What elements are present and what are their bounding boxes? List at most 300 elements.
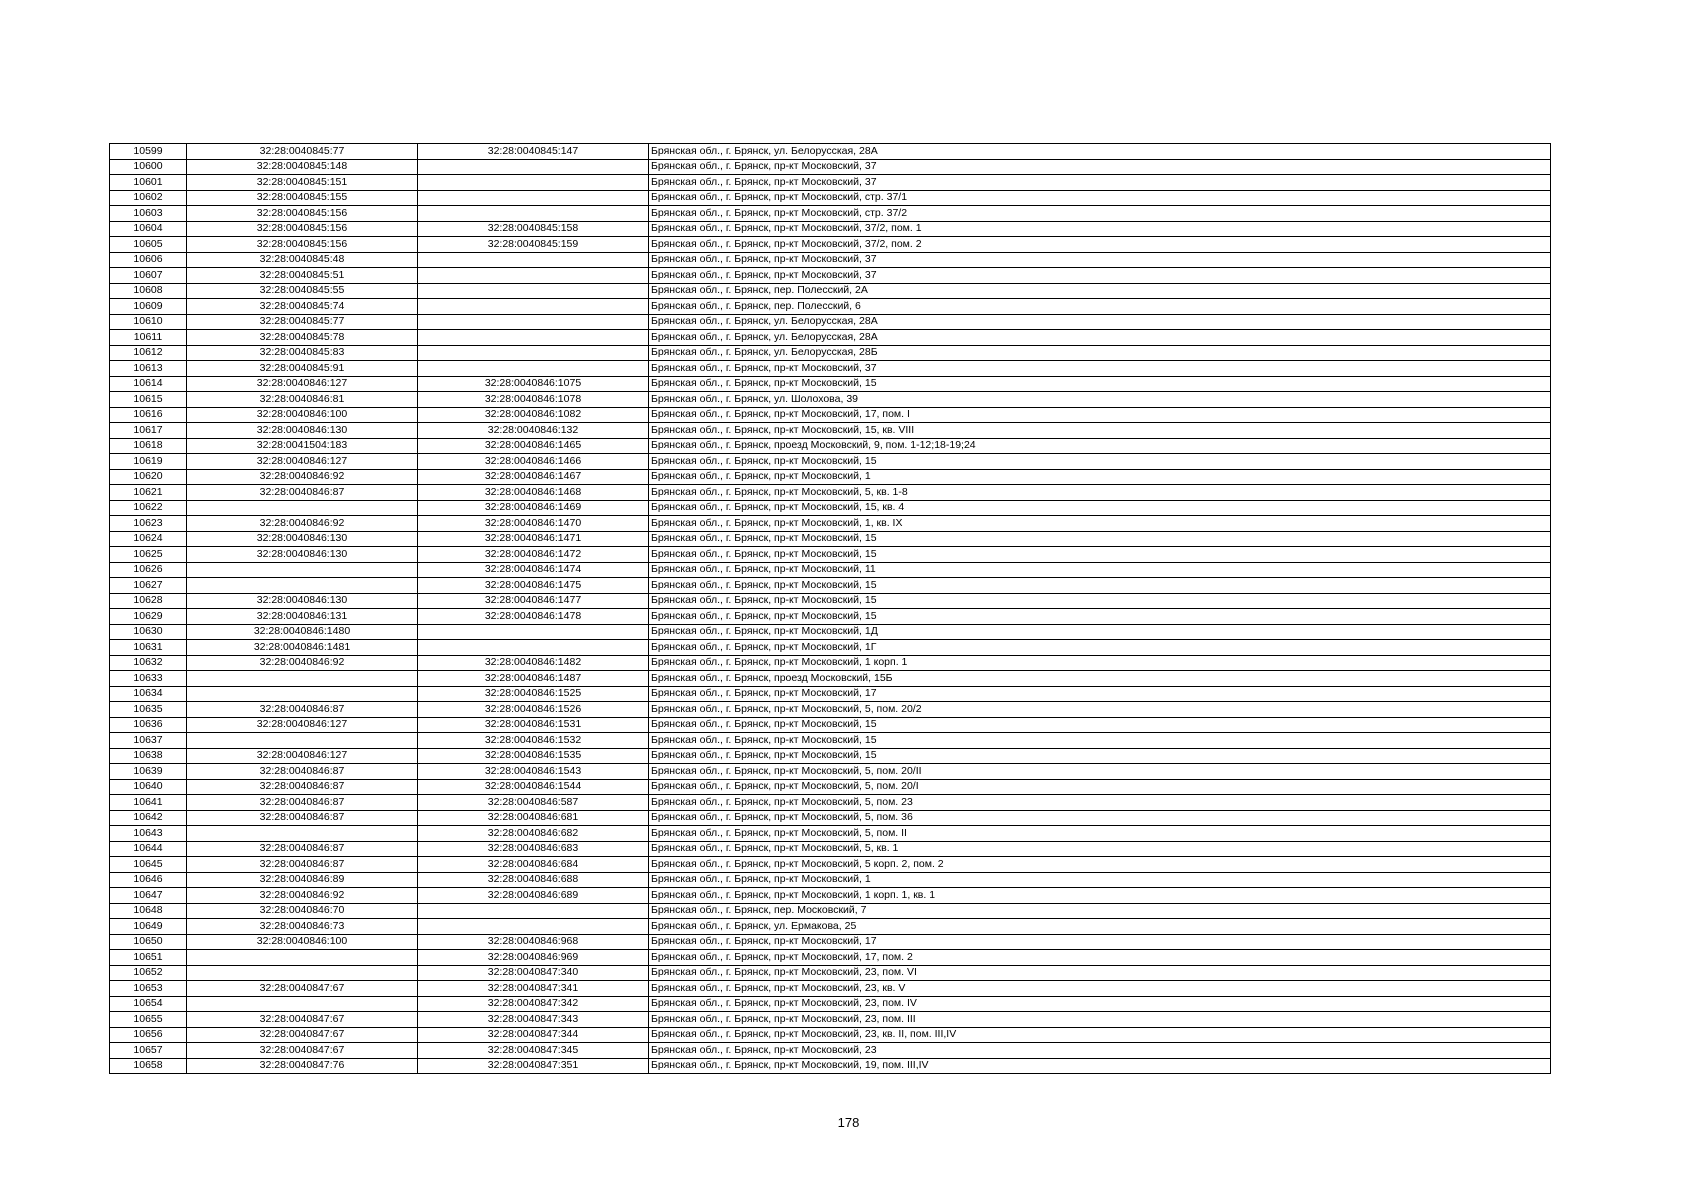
row-number-cell: 10657 xyxy=(110,1043,187,1059)
address-cell: Брянская обл., г. Брянск, ул. Белорусская, 28А xyxy=(649,314,1551,330)
row-number-cell: 10629 xyxy=(110,609,187,625)
parcel-cadastral-cell xyxy=(187,965,418,981)
parcel-cadastral-cell xyxy=(187,996,418,1012)
parcel-cadastral-cell: 32:28:0040846:87 xyxy=(187,764,418,780)
address-cell: Брянская обл., г. Брянск, пр-кт Московский, 1 xyxy=(649,872,1551,888)
object-cadastral-cell: 32:28:0040846:1470 xyxy=(418,516,649,532)
row-number-cell: 10638 xyxy=(110,748,187,764)
object-cadastral-cell xyxy=(418,919,649,935)
object-cadastral-cell: 32:28:0040846:688 xyxy=(418,872,649,888)
table-row xyxy=(110,717,1551,733)
address-cell: Брянская обл., г. Брянск, пр-кт Московский, 37 xyxy=(649,252,1551,268)
table-row xyxy=(110,345,1551,361)
address-cell: Брянская обл., г. Брянск, проезд Московский, 15Б xyxy=(649,671,1551,687)
parcel-cadastral-cell xyxy=(187,500,418,516)
row-number-cell: 10623 xyxy=(110,516,187,532)
row-number-cell: 10607 xyxy=(110,268,187,284)
address-cell: Брянская обл., г. Брянск, пр-кт Московский, 15, кв. VIII xyxy=(649,423,1551,439)
address-cell: Брянская обл., г. Брянск, пр-кт Московский, 1 корп. 1 xyxy=(649,655,1551,671)
row-number-cell: 10609 xyxy=(110,299,187,315)
address-cell: Брянская обл., г. Брянск, пр-кт Московский, 5, пом. 20/II xyxy=(649,764,1551,780)
object-cadastral-cell: 32:28:0040846:1471 xyxy=(418,531,649,547)
object-cadastral-cell: 32:28:0040846:587 xyxy=(418,795,649,811)
row-number-cell: 10637 xyxy=(110,733,187,749)
address-cell: Брянская обл., г. Брянск, пр-кт Московский, 5, пом. 36 xyxy=(649,810,1551,826)
address-cell: Брянская обл., г. Брянск, пр-кт Московский, 15 xyxy=(649,578,1551,594)
parcel-cadastral-cell: 32:28:0040846:127 xyxy=(187,454,418,470)
object-cadastral-cell: 32:28:0040846:1543 xyxy=(418,764,649,780)
object-cadastral-cell xyxy=(418,345,649,361)
table-row xyxy=(110,826,1551,842)
object-cadastral-cell xyxy=(418,190,649,206)
parcel-cadastral-cell: 32:28:0040846:92 xyxy=(187,469,418,485)
table-row xyxy=(110,1058,1551,1074)
parcel-cadastral-cell xyxy=(187,578,418,594)
address-cell: Брянская обл., г. Брянск, пр-кт Московский, 17, пом. 2 xyxy=(649,950,1551,966)
parcel-cadastral-cell: 32:28:0040846:127 xyxy=(187,717,418,733)
registry-sheet xyxy=(109,143,1550,1074)
object-cadastral-cell: 32:28:0040846:969 xyxy=(418,950,649,966)
parcel-cadastral-cell: 32:28:0040847:67 xyxy=(187,1043,418,1059)
table-row xyxy=(110,609,1551,625)
row-number-cell: 10626 xyxy=(110,562,187,578)
table-row xyxy=(110,516,1551,532)
address-cell: Брянская обл., г. Брянск, пр-кт Московский, 15 xyxy=(649,593,1551,609)
table-row xyxy=(110,981,1551,997)
table-row xyxy=(110,159,1551,175)
table-row xyxy=(110,268,1551,284)
parcel-cadastral-cell: 32:28:0040846:92 xyxy=(187,516,418,532)
address-cell: Брянская обл., г. Брянск, пр-кт Московский, 23, пом. III xyxy=(649,1012,1551,1028)
object-cadastral-cell xyxy=(418,283,649,299)
parcel-cadastral-cell: 32:28:0040846:87 xyxy=(187,779,418,795)
table-row xyxy=(110,965,1551,981)
object-cadastral-cell xyxy=(418,175,649,191)
table-row xyxy=(110,996,1551,1012)
row-number-cell: 10646 xyxy=(110,872,187,888)
row-number-cell: 10612 xyxy=(110,345,187,361)
table-row xyxy=(110,376,1551,392)
parcel-cadastral-cell: 32:28:0040845:156 xyxy=(187,206,418,222)
object-cadastral-cell: 32:28:0040846:1477 xyxy=(418,593,649,609)
object-cadastral-cell: 32:28:0040847:343 xyxy=(418,1012,649,1028)
object-cadastral-cell: 32:28:0040846:684 xyxy=(418,857,649,873)
object-cadastral-cell xyxy=(418,268,649,284)
parcel-cadastral-cell: 32:28:0040846:130 xyxy=(187,593,418,609)
object-cadastral-cell: 32:28:0040846:1482 xyxy=(418,655,649,671)
address-cell: Брянская обл., г. Брянск, пер. Московский, 7 xyxy=(649,903,1551,919)
parcel-cadastral-cell: 32:28:0040846:100 xyxy=(187,407,418,423)
row-number-cell: 10633 xyxy=(110,671,187,687)
address-cell: Брянская обл., г. Брянск, пр-кт Московский, 5, пом. 23 xyxy=(649,795,1551,811)
parcel-cadastral-cell: 32:28:0040846:100 xyxy=(187,934,418,950)
row-number-cell: 10656 xyxy=(110,1027,187,1043)
table-row xyxy=(110,733,1551,749)
parcel-cadastral-cell: 32:28:0040846:73 xyxy=(187,919,418,935)
row-number-cell: 10620 xyxy=(110,469,187,485)
row-number-cell: 10602 xyxy=(110,190,187,206)
row-number-cell: 10625 xyxy=(110,547,187,563)
parcel-cadastral-cell: 32:28:0040845:78 xyxy=(187,330,418,346)
row-number-cell: 10621 xyxy=(110,485,187,501)
parcel-cadastral-cell: 32:28:0040845:74 xyxy=(187,299,418,315)
row-number-cell: 10648 xyxy=(110,903,187,919)
address-cell: Брянская обл., г. Брянск, пр-кт Московский, 5, пом. 20/I xyxy=(649,779,1551,795)
address-cell: Брянская обл., г. Брянск, пр-кт Московский, 5, кв. 1-8 xyxy=(649,485,1551,501)
table-row xyxy=(110,392,1551,408)
address-cell: Брянская обл., г. Брянск, пр-кт Московский, 23, кв. V xyxy=(649,981,1551,997)
address-cell: Брянская обл., г. Брянск, пр-кт Московский, 1Д xyxy=(649,624,1551,640)
row-number-cell: 10603 xyxy=(110,206,187,222)
row-number-cell: 10611 xyxy=(110,330,187,346)
parcel-cadastral-cell: 32:28:0040847:67 xyxy=(187,981,418,997)
row-number-cell: 10658 xyxy=(110,1058,187,1074)
table-row xyxy=(110,144,1551,160)
object-cadastral-cell: 32:28:0040845:158 xyxy=(418,221,649,237)
object-cadastral-cell xyxy=(418,330,649,346)
table-row xyxy=(110,190,1551,206)
table-row xyxy=(110,702,1551,718)
row-number-cell: 10647 xyxy=(110,888,187,904)
object-cadastral-cell: 32:28:0040847:340 xyxy=(418,965,649,981)
row-number-cell: 10644 xyxy=(110,841,187,857)
table-row xyxy=(110,1012,1551,1028)
table-row xyxy=(110,237,1551,253)
row-number-cell: 10628 xyxy=(110,593,187,609)
object-cadastral-cell: 32:28:0040846:968 xyxy=(418,934,649,950)
parcel-cadastral-cell: 32:28:0040845:156 xyxy=(187,237,418,253)
row-number-cell: 10610 xyxy=(110,314,187,330)
row-number-cell: 10642 xyxy=(110,810,187,826)
object-cadastral-cell: 32:28:0040845:147 xyxy=(418,144,649,160)
parcel-cadastral-cell: 32:28:0040846:70 xyxy=(187,903,418,919)
table-row xyxy=(110,299,1551,315)
object-cadastral-cell: 32:28:0040846:1478 xyxy=(418,609,649,625)
address-cell: Брянская обл., г. Брянск, пр-кт Московский, 23, пом. VI xyxy=(649,965,1551,981)
row-number-cell: 10613 xyxy=(110,361,187,377)
address-cell: Брянская обл., г. Брянск, пр-кт Московский, 23 xyxy=(649,1043,1551,1059)
table-row xyxy=(110,810,1551,826)
parcel-cadastral-cell: 32:28:0040847:76 xyxy=(187,1058,418,1074)
row-number-cell: 10601 xyxy=(110,175,187,191)
address-cell: Брянская обл., г. Брянск, пр-кт Московский, 23, пом. IV xyxy=(649,996,1551,1012)
row-number-cell: 10655 xyxy=(110,1012,187,1028)
object-cadastral-cell: 32:28:0040846:1467 xyxy=(418,469,649,485)
table-row xyxy=(110,748,1551,764)
parcel-cadastral-cell xyxy=(187,671,418,687)
parcel-cadastral-cell: 32:28:0040846:87 xyxy=(187,702,418,718)
parcel-cadastral-cell: 32:28:0040845:156 xyxy=(187,221,418,237)
row-number-cell: 10636 xyxy=(110,717,187,733)
table-row xyxy=(110,655,1551,671)
row-number-cell: 10608 xyxy=(110,283,187,299)
object-cadastral-cell xyxy=(418,640,649,656)
parcel-cadastral-cell: 32:28:0040846:89 xyxy=(187,872,418,888)
parcel-cadastral-cell: 32:28:0040846:87 xyxy=(187,857,418,873)
parcel-cadastral-cell: 32:28:0040845:91 xyxy=(187,361,418,377)
parcel-cadastral-cell: 32:28:0041504:183 xyxy=(187,438,418,454)
object-cadastral-cell: 32:28:0040847:345 xyxy=(418,1043,649,1059)
address-cell: Брянская обл., г. Брянск, пр-кт Московский, 17 xyxy=(649,934,1551,950)
object-cadastral-cell: 32:28:0040847:342 xyxy=(418,996,649,1012)
table-row xyxy=(110,934,1551,950)
parcel-cadastral-cell: 32:28:0040845:151 xyxy=(187,175,418,191)
row-number-cell: 10649 xyxy=(110,919,187,935)
address-cell: Брянская обл., г. Брянск, пр-кт Московский, 17, пом. I xyxy=(649,407,1551,423)
row-number-cell: 10654 xyxy=(110,996,187,1012)
table-row xyxy=(110,175,1551,191)
parcel-cadastral-cell: 32:28:0040846:92 xyxy=(187,888,418,904)
table-row xyxy=(110,438,1551,454)
row-number-cell: 10650 xyxy=(110,934,187,950)
object-cadastral-cell: 32:28:0040846:1078 xyxy=(418,392,649,408)
table-row xyxy=(110,221,1551,237)
table-row xyxy=(110,795,1551,811)
object-cadastral-cell: 32:28:0040846:681 xyxy=(418,810,649,826)
parcel-cadastral-cell: 32:28:0040846:1481 xyxy=(187,640,418,656)
address-cell: Брянская обл., г. Брянск, пр-кт Московский, 5, кв. 1 xyxy=(649,841,1551,857)
row-number-cell: 10614 xyxy=(110,376,187,392)
page-number: 178 xyxy=(837,1115,860,1130)
object-cadastral-cell: 32:28:0040846:689 xyxy=(418,888,649,904)
object-cadastral-cell xyxy=(418,314,649,330)
table-row xyxy=(110,919,1551,935)
row-number-cell: 10600 xyxy=(110,159,187,175)
row-number-cell: 10634 xyxy=(110,686,187,702)
address-cell: Брянская обл., г. Брянск, пр-кт Московский, 19, пом. III,IV xyxy=(649,1058,1551,1074)
registry-table xyxy=(109,143,1551,1074)
address-cell: Брянская обл., г. Брянск, пр-кт Московский, 23, кв. II, пом. III,IV xyxy=(649,1027,1551,1043)
parcel-cadastral-cell: 32:28:0040846:130 xyxy=(187,531,418,547)
address-cell: Брянская обл., г. Брянск, пр-кт Московский, 1Г xyxy=(649,640,1551,656)
parcel-cadastral-cell: 32:28:0040846:131 xyxy=(187,609,418,625)
address-cell: Брянская обл., г. Брянск, пр-кт Московский, 15 xyxy=(649,547,1551,563)
parcel-cadastral-cell: 32:28:0040846:87 xyxy=(187,841,418,857)
table-row xyxy=(110,314,1551,330)
table-row xyxy=(110,624,1551,640)
address-cell: Брянская обл., г. Брянск, пр-кт Московский, 1 xyxy=(649,469,1551,485)
parcel-cadastral-cell: 32:28:0040846:87 xyxy=(187,485,418,501)
object-cadastral-cell xyxy=(418,624,649,640)
table-row xyxy=(110,361,1551,377)
table-row xyxy=(110,764,1551,780)
row-number-cell: 10639 xyxy=(110,764,187,780)
object-cadastral-cell xyxy=(418,361,649,377)
parcel-cadastral-cell: 32:28:0040846:87 xyxy=(187,795,418,811)
table-row xyxy=(110,1027,1551,1043)
address-cell: Брянская обл., г. Брянск, ул. Шолохова, 39 xyxy=(649,392,1551,408)
address-cell: Брянская обл., г. Брянск, ул. Белорусская, 28А xyxy=(649,144,1551,160)
row-number-cell: 10606 xyxy=(110,252,187,268)
address-cell: Брянская обл., г. Брянск, ул. Ермакова, 25 xyxy=(649,919,1551,935)
parcel-cadastral-cell: 32:28:0040846:92 xyxy=(187,655,418,671)
row-number-cell: 10627 xyxy=(110,578,187,594)
object-cadastral-cell: 32:28:0040846:1469 xyxy=(418,500,649,516)
object-cadastral-cell: 32:28:0040847:344 xyxy=(418,1027,649,1043)
address-cell: Брянская обл., г. Брянск, пр-кт Московский, 37 xyxy=(649,361,1551,377)
address-cell: Брянская обл., г. Брянск, пр-кт Московский, 5, пом. 20/2 xyxy=(649,702,1551,718)
table-row xyxy=(110,469,1551,485)
row-number-cell: 10632 xyxy=(110,655,187,671)
parcel-cadastral-cell: 32:28:0040845:55 xyxy=(187,283,418,299)
row-number-cell: 10604 xyxy=(110,221,187,237)
parcel-cadastral-cell: 32:28:0040846:1480 xyxy=(187,624,418,640)
address-cell: Брянская обл., г. Брянск, пр-кт Московский, 15 xyxy=(649,717,1551,733)
table-row xyxy=(110,1043,1551,1059)
address-cell: Брянская обл., г. Брянск, пр-кт Московский, 15 xyxy=(649,748,1551,764)
row-number-cell: 10652 xyxy=(110,965,187,981)
object-cadastral-cell: 32:28:0040846:1465 xyxy=(418,438,649,454)
table-row xyxy=(110,206,1551,222)
object-cadastral-cell: 32:28:0040846:1474 xyxy=(418,562,649,578)
table-row xyxy=(110,593,1551,609)
parcel-cadastral-cell: 32:28:0040845:155 xyxy=(187,190,418,206)
address-cell: Брянская обл., г. Брянск, пр-кт Московский, 1, кв. IX xyxy=(649,516,1551,532)
address-cell: Брянская обл., г. Брянск, пр-кт Московский, 37 xyxy=(649,175,1551,191)
table-row xyxy=(110,578,1551,594)
parcel-cadastral-cell: 32:28:0040845:83 xyxy=(187,345,418,361)
registry-table-body xyxy=(110,144,1551,1074)
row-number-cell: 10622 xyxy=(110,500,187,516)
address-cell: Брянская обл., г. Брянск, ул. Белорусская, 28А xyxy=(649,330,1551,346)
address-cell: Брянская обл., г. Брянск, ул. Белорусская, 28Б xyxy=(649,345,1551,361)
row-number-cell: 10640 xyxy=(110,779,187,795)
address-cell: Брянская обл., г. Брянск, пр-кт Московский, 37 xyxy=(649,159,1551,175)
table-row xyxy=(110,779,1551,795)
row-number-cell: 10618 xyxy=(110,438,187,454)
table-row xyxy=(110,547,1551,563)
address-cell: Брянская обл., г. Брянск, пр-кт Московский, 17 xyxy=(649,686,1551,702)
object-cadastral-cell: 32:28:0040846:1475 xyxy=(418,578,649,594)
address-cell: Брянская обл., г. Брянск, пр-кт Московский, 5, пом. II xyxy=(649,826,1551,842)
address-cell: Брянская обл., г. Брянск, пр-кт Московский, 15, кв. 4 xyxy=(649,500,1551,516)
parcel-cadastral-cell xyxy=(187,562,418,578)
row-number-cell: 10599 xyxy=(110,144,187,160)
table-row xyxy=(110,531,1551,547)
row-number-cell: 10617 xyxy=(110,423,187,439)
address-cell: Брянская обл., г. Брянск, пр-кт Московский, 1 корп. 1, кв. 1 xyxy=(649,888,1551,904)
object-cadastral-cell: 32:28:0040846:1544 xyxy=(418,779,649,795)
address-cell: Брянская обл., г. Брянск, пер. Полесский, 2А xyxy=(649,283,1551,299)
table-row xyxy=(110,485,1551,501)
parcel-cadastral-cell: 32:28:0040845:48 xyxy=(187,252,418,268)
table-row xyxy=(110,562,1551,578)
object-cadastral-cell: 32:28:0040846:1075 xyxy=(418,376,649,392)
table-row xyxy=(110,407,1551,423)
parcel-cadastral-cell: 32:28:0040845:51 xyxy=(187,268,418,284)
object-cadastral-cell xyxy=(418,903,649,919)
parcel-cadastral-cell: 32:28:0040846:81 xyxy=(187,392,418,408)
row-number-cell: 10615 xyxy=(110,392,187,408)
object-cadastral-cell: 32:28:0040846:1472 xyxy=(418,547,649,563)
parcel-cadastral-cell: 32:28:0040846:130 xyxy=(187,423,418,439)
object-cadastral-cell: 32:28:0040847:351 xyxy=(418,1058,649,1074)
address-cell: Брянская обл., г. Брянск, пр-кт Московский, 37 xyxy=(649,268,1551,284)
object-cadastral-cell xyxy=(418,252,649,268)
parcel-cadastral-cell xyxy=(187,686,418,702)
parcel-cadastral-cell: 32:28:0040845:77 xyxy=(187,144,418,160)
table-row xyxy=(110,888,1551,904)
parcel-cadastral-cell: 32:28:0040846:87 xyxy=(187,810,418,826)
table-row xyxy=(110,841,1551,857)
parcel-cadastral-cell: 32:28:0040846:127 xyxy=(187,376,418,392)
object-cadastral-cell: 32:28:0040846:1525 xyxy=(418,686,649,702)
parcel-cadastral-cell xyxy=(187,950,418,966)
row-number-cell: 10641 xyxy=(110,795,187,811)
table-row xyxy=(110,950,1551,966)
address-cell: Брянская обл., г. Брянск, пр-кт Московский, стр. 37/1 xyxy=(649,190,1551,206)
parcel-cadastral-cell xyxy=(187,826,418,842)
address-cell: Брянская обл., г. Брянск, пр-кт Московский, 15 xyxy=(649,609,1551,625)
object-cadastral-cell: 32:28:0040846:1535 xyxy=(418,748,649,764)
object-cadastral-cell xyxy=(418,206,649,222)
object-cadastral-cell: 32:28:0040846:1466 xyxy=(418,454,649,470)
object-cadastral-cell: 32:28:0040846:1526 xyxy=(418,702,649,718)
object-cadastral-cell xyxy=(418,159,649,175)
object-cadastral-cell: 32:28:0040846:682 xyxy=(418,826,649,842)
row-number-cell: 10616 xyxy=(110,407,187,423)
row-number-cell: 10630 xyxy=(110,624,187,640)
row-number-cell: 10631 xyxy=(110,640,187,656)
parcel-cadastral-cell: 32:28:0040847:67 xyxy=(187,1027,418,1043)
table-row xyxy=(110,857,1551,873)
object-cadastral-cell: 32:28:0040846:1468 xyxy=(418,485,649,501)
address-cell: Брянская обл., г. Брянск, пр-кт Московский, 15 xyxy=(649,376,1551,392)
object-cadastral-cell: 32:28:0040845:159 xyxy=(418,237,649,253)
table-row xyxy=(110,500,1551,516)
parcel-cadastral-cell: 32:28:0040846:130 xyxy=(187,547,418,563)
address-cell: Брянская обл., г. Брянск, пр-кт Московский, 5 корп. 2, пом. 2 xyxy=(649,857,1551,873)
row-number-cell: 10651 xyxy=(110,950,187,966)
parcel-cadastral-cell xyxy=(187,733,418,749)
row-number-cell: 10635 xyxy=(110,702,187,718)
object-cadastral-cell: 32:28:0040847:341 xyxy=(418,981,649,997)
address-cell: Брянская обл., г. Брянск, пр-кт Московский, 15 xyxy=(649,733,1551,749)
row-number-cell: 10643 xyxy=(110,826,187,842)
row-number-cell: 10624 xyxy=(110,531,187,547)
parcel-cadastral-cell: 32:28:0040845:77 xyxy=(187,314,418,330)
object-cadastral-cell: 32:28:0040846:1532 xyxy=(418,733,649,749)
parcel-cadastral-cell: 32:28:0040846:127 xyxy=(187,748,418,764)
address-cell: Брянская обл., г. Брянск, пр-кт Московский, 37/2, пом. 2 xyxy=(649,237,1551,253)
object-cadastral-cell: 32:28:0040846:683 xyxy=(418,841,649,857)
table-row xyxy=(110,330,1551,346)
table-row xyxy=(110,423,1551,439)
table-row xyxy=(110,454,1551,470)
row-number-cell: 10605 xyxy=(110,237,187,253)
address-cell: Брянская обл., г. Брянск, пр-кт Московский, 37/2, пом. 1 xyxy=(649,221,1551,237)
table-row xyxy=(110,686,1551,702)
object-cadastral-cell: 32:28:0040846:1531 xyxy=(418,717,649,733)
table-row xyxy=(110,283,1551,299)
parcel-cadastral-cell: 32:28:0040847:67 xyxy=(187,1012,418,1028)
table-row xyxy=(110,252,1551,268)
address-cell: Брянская обл., г. Брянск, пр-кт Московский, 15 xyxy=(649,531,1551,547)
table-row xyxy=(110,872,1551,888)
object-cadastral-cell xyxy=(418,299,649,315)
row-number-cell: 10645 xyxy=(110,857,187,873)
object-cadastral-cell: 32:28:0040846:132 xyxy=(418,423,649,439)
address-cell: Брянская обл., г. Брянск, проезд Московский, 9, пом. 1-12;18-19;24 xyxy=(649,438,1551,454)
table-row xyxy=(110,903,1551,919)
object-cadastral-cell: 32:28:0040846:1487 xyxy=(418,671,649,687)
parcel-cadastral-cell: 32:28:0040845:148 xyxy=(187,159,418,175)
address-cell: Брянская обл., г. Брянск, пер. Полесский, 6 xyxy=(649,299,1551,315)
row-number-cell: 10653 xyxy=(110,981,187,997)
table-row xyxy=(110,671,1551,687)
address-cell: Брянская обл., г. Брянск, пр-кт Московский, стр. 37/2 xyxy=(649,206,1551,222)
address-cell: Брянская обл., г. Брянск, пр-кт Московский, 15 xyxy=(649,454,1551,470)
